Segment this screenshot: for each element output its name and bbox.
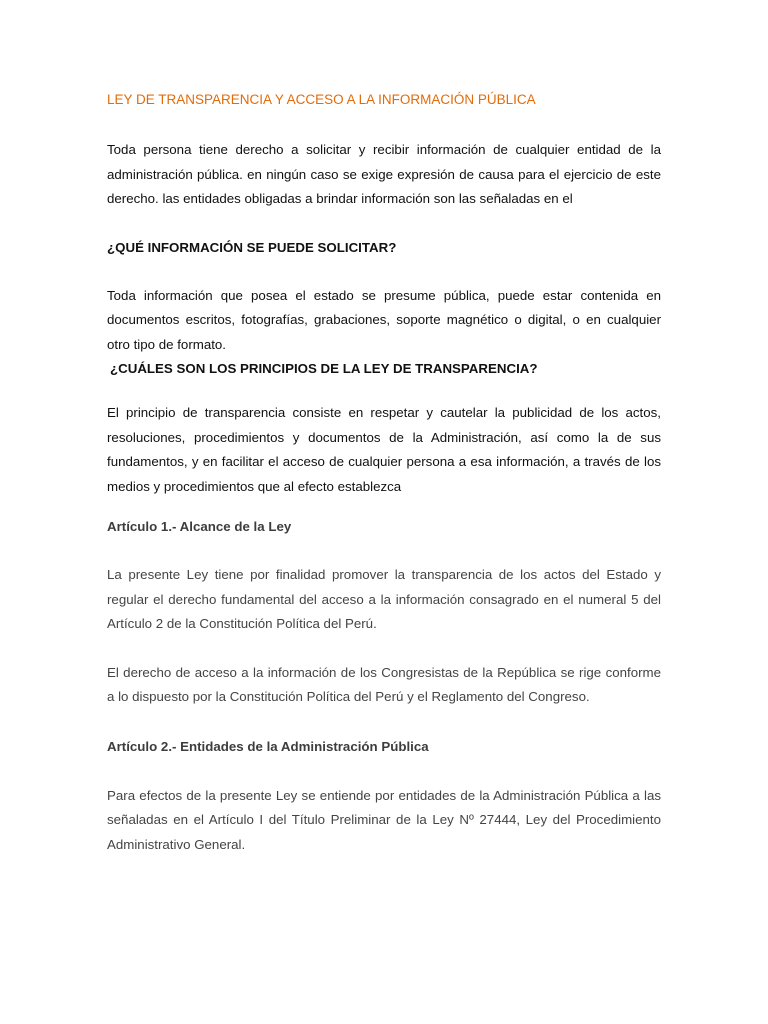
document-page [107,88,661,857]
article-1-paragraph-2: El derecho de acceso a la información de los Congresistas de la República se rige conforme a lo dispuesto por la Constitución Política del Perú y el Reglamento del Congreso. [107,664,661,704]
intro-paragraph: Toda persona tiene derecho a solicitar y recibir información de cualquier entidad de la administración pública. en ningún caso se exige expresión de causa para el ejercicio de este derecho. las entidades obligadas a brindar información son las señaladas en el [107,142,661,206]
article-2-heading: Artículo 2.- Entidades de la Administración Pública [107,738,429,754]
article-1-heading: Artículo 1.- Alcance de la Ley [107,519,292,534]
paragraph-principios: El principio de transparencia consiste en respetar y cautelar la publicidad de los actos, resoluciones, procedimientos y documentos de la Administración, así como la de sus fundamentos, y en facilitar el acceso de cualquier persona a esa información, a través de los medios y procedimientos que al efecto establezca [107,405,661,494]
heading-principios: ¿CUÁLES SON LOS PRINCIPIOS DE LA LEY DE TRANSPARENCIA? [110,361,538,376]
heading-que-informacion: ¿QUÉ INFORMACIÓN SE PUEDE SOLICITAR? [107,239,397,255]
paragraph-que-informacion: Toda información que posea el estado se presume pública, puede estar contenida en documentos escritos, fotografías, grabaciones, soporte magnético o digital, o en cualquier otro tipo de formato. [107,287,661,352]
document-title: LEY DE TRANSPARENCIA Y ACCESO A LA INFORMACIÓN PÚBLICA [107,92,536,107]
article-1-paragraph-1: La presente Ley tiene por finalidad promover la transparencia de los actos del Estado y regular el derecho fundamental del acceso a la información consagrado en el numeral 5 del Artículo 2 de la Constitución Política del Perú. [107,567,661,631]
article-2-paragraph-1: Para efectos de la presente Ley se entiende por entidades de la Administración Pública a las señaladas en el Artículo I del Título Preliminar de la Ley Nº 27444, Ley del Procedimiento Administrativo General. [107,787,661,852]
